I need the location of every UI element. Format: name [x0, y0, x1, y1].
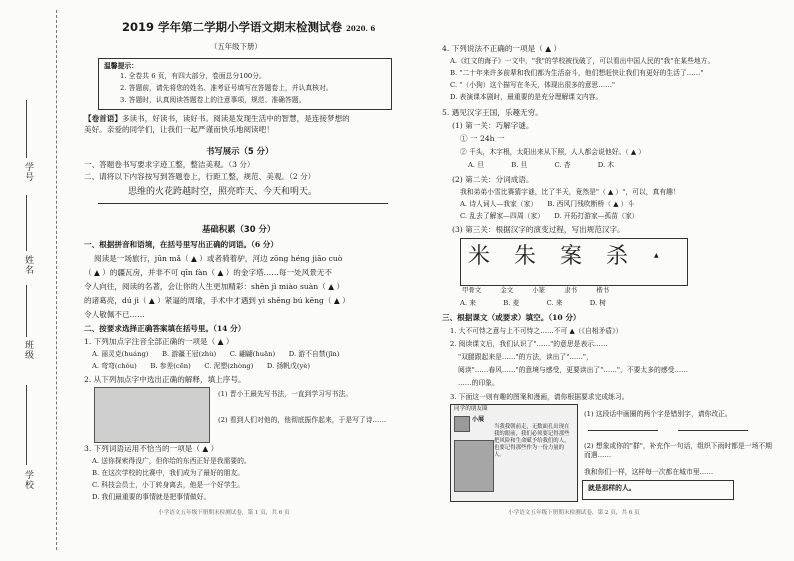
q5-2: (2) 第二关：分词成语。 — [452, 175, 534, 184]
part2-q2: 二、按要求选择正确答案填在括号里。（14 分） — [84, 324, 246, 333]
post-title: 同学的朋友圈 — [454, 406, 488, 412]
answer-marker: ▲ — [654, 252, 659, 259]
post-photo — [454, 440, 494, 492]
post-user: 小展 — [472, 416, 485, 423]
part2-s2-item1: (1) 晋小王最先写书法，一直到学习写书法。 — [218, 390, 353, 398]
part2-p5: 令人敬佩不已…… — [84, 310, 145, 319]
notice-item-2: 2. 答题前，请先将您的姓名、准考证号填写在答题卷上，并认真核对。 — [120, 84, 333, 92]
q6-2b: "双腿跟起来是……"的方法，读出了"……"， — [458, 353, 593, 361]
post-text: 当我我朝前走，无数面孔出现在我的眼前，我们必须要记得那些把风险和生命赋予给我们的人，也要记得那些作为一份力量的人。 — [494, 424, 570, 459]
script-labels: 甲骨文 金文 小篆 隶书 楷书 — [462, 286, 609, 294]
q4: 4. 下列说法不正确的一项是（ ▲ ） — [442, 44, 562, 53]
q6-2: 2. 阅读课文后，我们认识了"……"的意思是表示…… — [450, 340, 608, 348]
q5-1b: ② 千头，木字根，太阳出来从下照，人人都会说他好。（ ▲ ） — [460, 148, 646, 156]
part2-s3-b: B. 在这次学校的比赛中，我们成为了最好的朋友。 — [92, 469, 245, 477]
part1-q1: 一、答题卷书写要求字迹工整，整洁美观。（3 分） — [84, 160, 255, 169]
q7-4: 就是那样的人。 — [588, 484, 636, 492]
glyph-bronze: 朱 — [514, 244, 537, 269]
intro-line-2: 美好。亲爱的同学们，让我们一起严谨而快乐地阅读吧！ — [84, 125, 274, 134]
q6-2d: ……的印象。 — [458, 379, 499, 387]
part2-s1-options-a: A. 丽灵克(huáng) B. 游疆王冠(zhù) C. 翩翩(huān) D. 游不自禁(jīn) — [92, 350, 340, 358]
intro-text-1: 多读书，好读书，读好书。阅读是发现生活中的智慧，是连接梦想的 — [121, 114, 350, 123]
part2-s3-c: C. 科技会员士，小丁转身离去，他是一个好学生。 — [92, 481, 245, 489]
part2-heading: 基础积累（30 分） — [202, 224, 276, 234]
part2-p4: 的诸葛亮，dú jì（ ▲ ）紧逼的周瑜，手术中才遇到 yì shēng bú kēng（ ▲ ） — [84, 296, 350, 305]
q5-2a: 我和弟弟小雪比赛猜字谜，比了半天，竟然是"（ ▲ ）"，可以，真有趣！ — [460, 188, 680, 196]
q7: 3. 下面这一则有趣的图案和漫画，请你根据要求完成练习。 — [450, 393, 629, 401]
part1-sentence: 思维的火花跨越时空，照亮昨天、今天和明天。 — [128, 187, 318, 197]
answer-line-2 — [678, 430, 748, 431]
part2-q1: 一、根据拼音和语境，在括号里写出正确的词语。（6 分） — [84, 240, 278, 249]
part2-s2: 2. 从下列加点字中选出正确的解释，填上序号。 — [84, 375, 246, 384]
q5-2-options-2: C. 乱去了解家—四周（家） D. 开拓打游家—孤苗（家） — [460, 212, 639, 220]
part2-p3: 令人向往，阅读的名著，会让你的人生更加精彩：shēn jì miào suàn（ ▲ ） — [84, 282, 345, 291]
part1-q2: 二、请将以下内容按写到答题卷上，行距工整，规范、美观。（2 分） — [84, 172, 316, 181]
school-line — [26, 385, 27, 465]
name-line — [26, 195, 27, 251]
notice-title: 温馨提示： — [104, 62, 138, 70]
q7-1: (1) 这段话中画圈的两个字是错别字，请你改正。 — [584, 410, 732, 418]
q6: 三、根据课文（或要求）填空。（10 分） — [442, 313, 581, 322]
q5-1a: ① 一 24h 一 — [460, 134, 505, 143]
name-label: 姓名 — [23, 255, 33, 275]
exam-date: 2020. 6 — [346, 24, 376, 33]
q6-2c: 阅读"……春风……"的意境与感受，更要读出了"……"，不要太多的感受…… — [458, 366, 689, 374]
part2-p1: 阅读是一场旅行，jūn mǎ（ ▲ ）或者骑着驴，河边 zōng héng jiāo cuò — [94, 254, 343, 263]
part2-s3-a: A. 送你探索得没广，但你给的东西正好是我需要的。 — [92, 457, 251, 465]
idiom-image — [94, 387, 210, 443]
part2-s1: 1. 下列加点字注音全部正确的一项是（ ▲ ） — [84, 337, 234, 346]
student-no-line — [26, 100, 27, 158]
glyph-seal: 案 — [560, 244, 583, 269]
intro-lead: 【卷首语】 — [84, 114, 122, 123]
q5-1-options: A. 旦 B. 旦 C. 杏 D. 木 — [468, 161, 615, 169]
binding-strip — [4, 10, 74, 550]
q7-3: 我和你们一样，这样每一次都在城市里…… — [584, 468, 714, 476]
footer-right: 小学语文五年级下册期末检测试卷，第 2 页，共 6 页 — [508, 510, 640, 516]
part2-s3-d: D. 我们最重要的事情就是把事情做好。 — [92, 493, 211, 501]
q7-2: (2) 想象或你的"群"，补充作一句话，组织下雨时都是一场不期而遇…… — [584, 442, 772, 460]
q5-3: (3) 第三关：根据汉字的演变过程，写出规范汉字。 — [452, 225, 625, 234]
q5: 5. 遇见汉字王国，乐趣无穷。 — [442, 108, 543, 117]
part1-heading: 书写展示（5 分） — [206, 146, 274, 156]
glyph-oracle: 米 — [468, 244, 491, 269]
q4-d: D. 表演课本剧时，最重要的是充分理解课文内容。 — [450, 93, 603, 101]
q5-2-options-1: A. 诗人词人—我家（家） B. 西风门残吹断桥（ ▲ ）斗 — [460, 200, 635, 208]
notice-item-1: 1. 全卷共 6 页，有四大部分，卷面总分100分。 — [120, 72, 266, 80]
intro-line-1 — [84, 114, 350, 124]
footer-left: 小学语文五年级下册期末检测试卷，第 1 页，共 6 页 — [158, 510, 290, 516]
q6-1: 1. 大不可恃之意与上不可恃之……不可 ▲（《自相矛盾》） — [450, 327, 623, 335]
glyph-clerical: 杀 — [606, 244, 629, 269]
grade-label: （五年级下册） — [210, 42, 262, 51]
exam-title: 2019 学年第二学期小学语文期末检测试卷 — [122, 20, 343, 34]
avatar — [454, 416, 470, 432]
binding-dash-line — [56, 10, 57, 550]
q5-1: (1) 第一关：巧解字谜。 — [452, 121, 534, 130]
part2-s2-item2: (2) 看到人们对他的，他彻底振作起来，于是写了诗…… — [218, 416, 387, 424]
notice-item-3: 3. 答题时，认真阅读答题卷上的注意事项，规范、准确答题。 — [120, 96, 306, 104]
class-label: 班级 — [23, 340, 33, 360]
school-label: 学校 — [23, 470, 33, 490]
q4-a: A.《红文的海子》一文中，"我"的学校被伐破了，可以看出中国人民的"我"在某些地方。 — [450, 57, 715, 65]
part2-p2: （ ▲ ）的疆瓦房，并非不可 qīn fàn（ ▲ ）的金字塔……每一处风景无不 — [84, 268, 333, 277]
q4-c: C. "（小狗）这个描写在冬天，体现出很多的意思……" — [450, 81, 616, 89]
q5-3-options: A. 来 B. 麦 C. 来 D. 树 — [460, 299, 607, 307]
answer-line-1 — [588, 430, 658, 431]
class-line — [26, 285, 27, 337]
part2-s3: 3. 下列词语运用不恰当的一项是（ ▲ ） — [84, 444, 219, 453]
part2-s1-options-b: A. 弯弯(chǒu) B. 参差(cēn) C. 泥塑(zhòng) D. 扬帆戊(yè) — [92, 362, 311, 370]
student-no-label: 学号 — [23, 162, 33, 182]
q4-b: B. "二十年来许多前辈和我们都为生活奋斗，他们想赶快让我们有更好的生活了……" — [450, 69, 704, 77]
part1-writing-line — [98, 203, 388, 204]
